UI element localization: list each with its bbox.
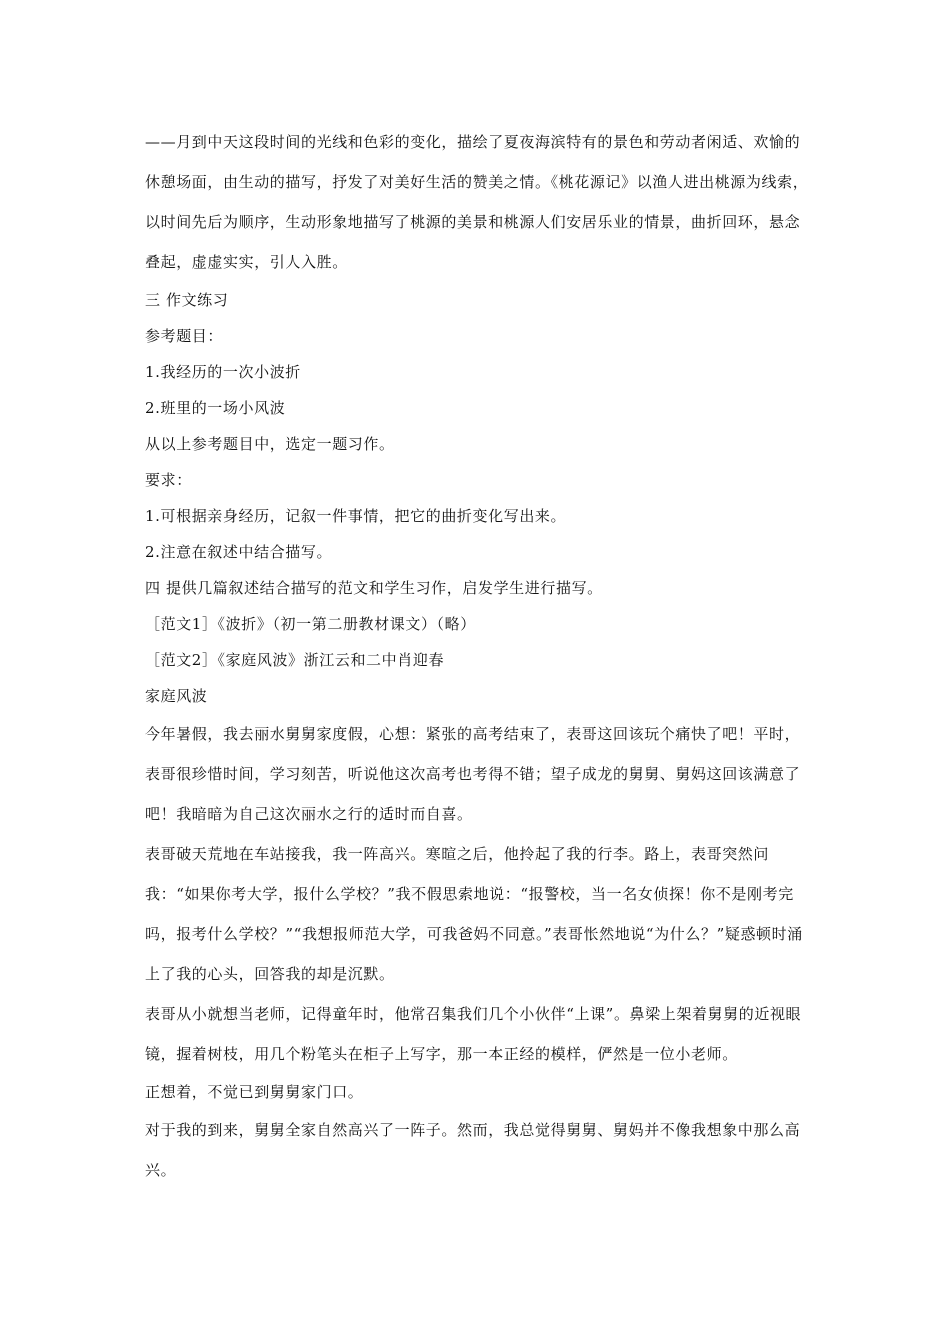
essay-title: 家庭风波 (145, 687, 208, 705)
essay-paragraph-5: 对于我的到来，舅舅全家自然高兴了一阵子。然而，我总觉得舅舅、舅妈并不像我想象中那么高兴。 (145, 1121, 801, 1179)
requirement-item-2: 2.注意在叙述中结合描写。 (145, 543, 333, 561)
model-essay-1-ref: ［范文1］《波折》（初一第二册教材课文）（略） (145, 615, 476, 633)
requirement-item-1: 1.可根据亲身经历，记叙一件事情，把它的曲折变化写出来。 (145, 507, 567, 525)
requirements-label: 要求： (145, 471, 192, 489)
paragraph-intro-summary: ——月到中天这段时间的光线和色彩的变化，描绘了夏夜海滨特有的景色和劳动者闲适、欢愉的休憩场面，由生动的描写，抒发了对美好生活的赞美之情。《桃花源记》以渔人进出桃源为线索，以时间先后为顺序，生动形象地描写了桃源的美景和桃源人们安居乐业的情景，曲折回环，悬念叠起，虚虚实实，引人入胜。 (145, 133, 809, 271)
section-heading-model-essays: 四 提供几篇叙述结合描写的范文和学生习作，启发学生进行描写。 (145, 579, 603, 597)
topic-item-1: 1.我经历的一次小波折 (145, 363, 301, 381)
essay-paragraph-1: 今年暑假，我去丽水舅舅家度假，心想：紧张的高考结束了，表哥这回该玩个痛快了吧！平时，表哥很珍惜时间，学习刻苦，听说他这次高考也考得不错；望子成龙的舅舅、舅妈这回该满意了吧！我暗暗为自己这次丽水之行的适时而自喜。 (145, 725, 801, 823)
topic-item-2: 2.班里的一场小风波 (145, 399, 286, 417)
essay-paragraph-4: 正想着，不觉已到舅舅家门口。 (145, 1083, 364, 1101)
choose-topic-instruction: 从以上参考题目中，选定一题习作。 (145, 435, 395, 453)
essay-paragraph-3: 表哥从小就想当老师，记得童年时，他常召集我们几个小伙伴“上课”。鼻梁上架着舅舅的近视眼镜，握着树枝，用几个粉笔头在柜子上写字，那一本正经的模样，俨然是一位小老师。 (145, 1005, 802, 1063)
document-page (145, 122, 810, 1190)
section-heading-composition: 三 作文练习 (145, 291, 229, 309)
reference-topics-label: 参考题目： (145, 327, 224, 345)
model-essay-2-ref: ［范文2］《家庭风波》浙江云和二中肖迎春 (145, 651, 445, 669)
essay-paragraph-2: 表哥破天荒地在车站接我，我一阵高兴。寒暄之后，他拎起了我的行李。路上，表哥突然问我：“如果你考大学，报什么学校？”我不假思索地说：“报警校，当一名女侦探！你不是刚考完吗，报考什么学校？”“我想报师范大学，可我爸妈不同意。”表哥怅然地说“为什么？”疑惑顿时涌上了我的心头，回答我的却是沉默。 (145, 845, 803, 983)
